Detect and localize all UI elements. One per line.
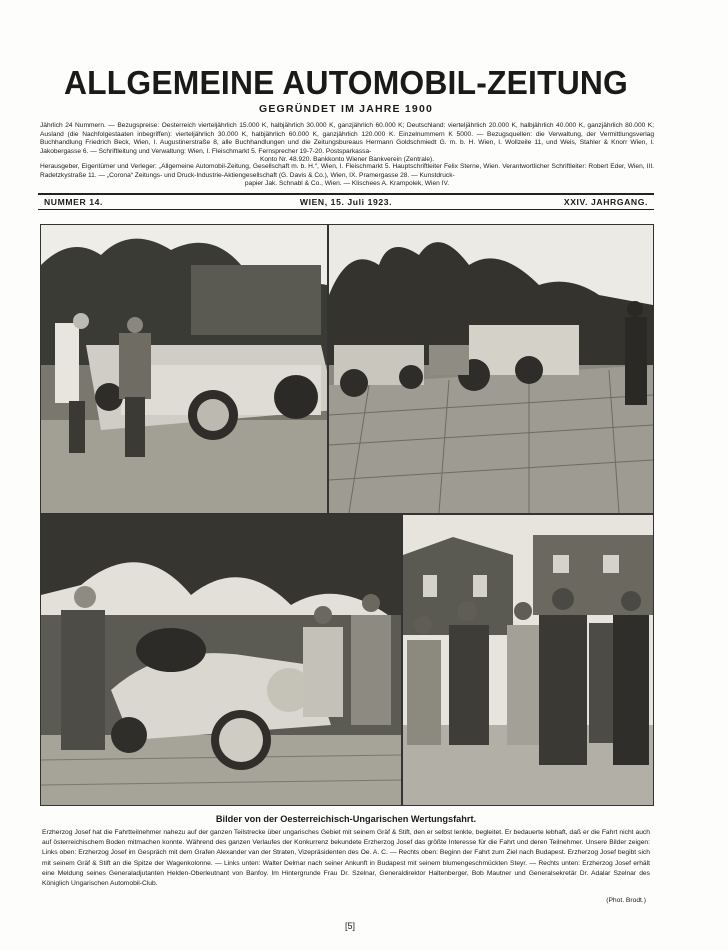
subscription-info bbox=[40, 122, 654, 165]
masthead-title: ALLGEMEINE AUTOMOBIL-ZEITUNG bbox=[63, 65, 629, 102]
page-number: [5] bbox=[344, 921, 355, 931]
subscription-text-last: Konto Nr. 48.920. Bankkonto Wiener Bankverein (Zentrale). bbox=[259, 156, 435, 164]
photo-bottom-left bbox=[40, 514, 402, 806]
photo-top-right-image bbox=[329, 225, 653, 513]
publisher-text: Herausgeber, Eigentümer und Verleger: „Allgemeine Automobil-Zeitung, Gesellschaft m. b. H.“, Wien, I. Fleischmarkt 5. Hauptschriftleiter Felix Sterne, Wien. Verantwortlicher Schriftleiter: Robert Eder, Wien, III. Radetzkystraße 11. — „Corona“ Zeitungs- und Druck-Industrie-Aktiengesellschaft (G. Davis & Co.), Wien, IX. Pramergasse 28. — Kunstdruck- bbox=[40, 163, 654, 179]
caption-title: Bilder von der Oesterreichisch-Ungarischen Wertungsfahrt. bbox=[215, 814, 477, 824]
photo-top-right bbox=[328, 224, 654, 514]
publisher-info bbox=[40, 163, 654, 189]
issue-date: WIEN, 15. Juli 1923. bbox=[299, 197, 393, 207]
photo-bottom-right bbox=[402, 514, 654, 806]
issue-volume: XXIV. JAHRGANG. bbox=[563, 197, 648, 207]
photo-bottom-left-image bbox=[41, 515, 401, 805]
photo-top-left bbox=[40, 224, 328, 514]
subscription-text: Jährlich 24 Nummern. — Bezugspreise: Oesterreich vierteljährlich 15.000 K, halbjährlich 30.000 K, ganzjährlich 60.000 K; Deutschland: vierteljährlich 20.000 K, halbjährlich 40.000 K, ganzjährlich 80.000 K; Ausland (die Nachfolgestaaten inbegriffen): vierteljährlich 30.000 K, halbjährlich 60.000 K, ganzjährlich 120.000 K. Einzelnummern K 5000. — Bezugsquellen: die Verwaltung, der Vermittlungsverlag Buchhandlung Friedrich Beck, Wien, I. Augustinerstraße 8, alle Buchhandlungen und die Zeitungsbureaus Hermann Goldschmiedt G. m. b. H. Wien, I. Wollzeile 11, und Weis, Stahler & Knorr Wien, I. Jakobergasse 6. — Schriftleitung und Verwaltung: Wien, I. Fleischmarkt 5. Fernsprecher 19-7-20. Postsparkassa- bbox=[40, 122, 654, 155]
founded-line: GEGRÜNDET IM JAHRE 1900 bbox=[258, 103, 434, 115]
issue-number: NUMMER 14. bbox=[44, 197, 104, 207]
top-rule bbox=[38, 193, 654, 195]
photo-credit: (Phot. Brodt.) bbox=[606, 897, 646, 904]
publisher-text-last: papier Jak. Schnabl & Co., Wien. — Klischees A. Krampolek, Wien IV. bbox=[244, 180, 450, 188]
caption-text: Erzherzog Josef hat die Fahrtteilnehmer nahezu auf der ganzen Teilstrecke über ungarisches Gebiet mit seinem Gräf & Stift, den er selbst lenkte, begleitet. Er bedauerte lebhaft, daß er die Fahrt nicht auch auf österreichischem Boden mitmachen konnte. Während des ganzen Verlaufes der Konkurrenz bekundete Erzherzog Josef das größte Interesse für die Fahrt und deren Teilnehmer. Unsere Bilder zeigen: Links oben: Erzherzog Josef im Gespräch mit dem Grafen Alexander van der Straten, Vizepräsidenten des Oe. A. C. — Rechts oben: Beginn der Fahrt zum Ziel nach Budapest. Erzherzog Josef begibt sich mit seinem Gräf & Stift an die Spitze der Wagenkolonne. — Links unten: Walter Delmar nach seiner Ankunft in Budapest mit seinem blumengeschmückten Steyr. — Rechts unten: Erzherzog Josef erhält eine Meldung seines Generaladjutanten Helden-Oberleutnant von Banfoy. Im Hintergrunde Frau Dr. Szelnar, Generaldirektor Haltenberger, Bob Mautner und Generalsekretär Dr. Adalar Szelnar des Königlich Ungarischen Automobil-Club. bbox=[42, 829, 650, 888]
bottom-rule bbox=[38, 209, 654, 210]
photo-top-left-image bbox=[41, 225, 327, 513]
photo-bottom-right-image bbox=[403, 515, 653, 805]
issue-line bbox=[44, 197, 648, 209]
